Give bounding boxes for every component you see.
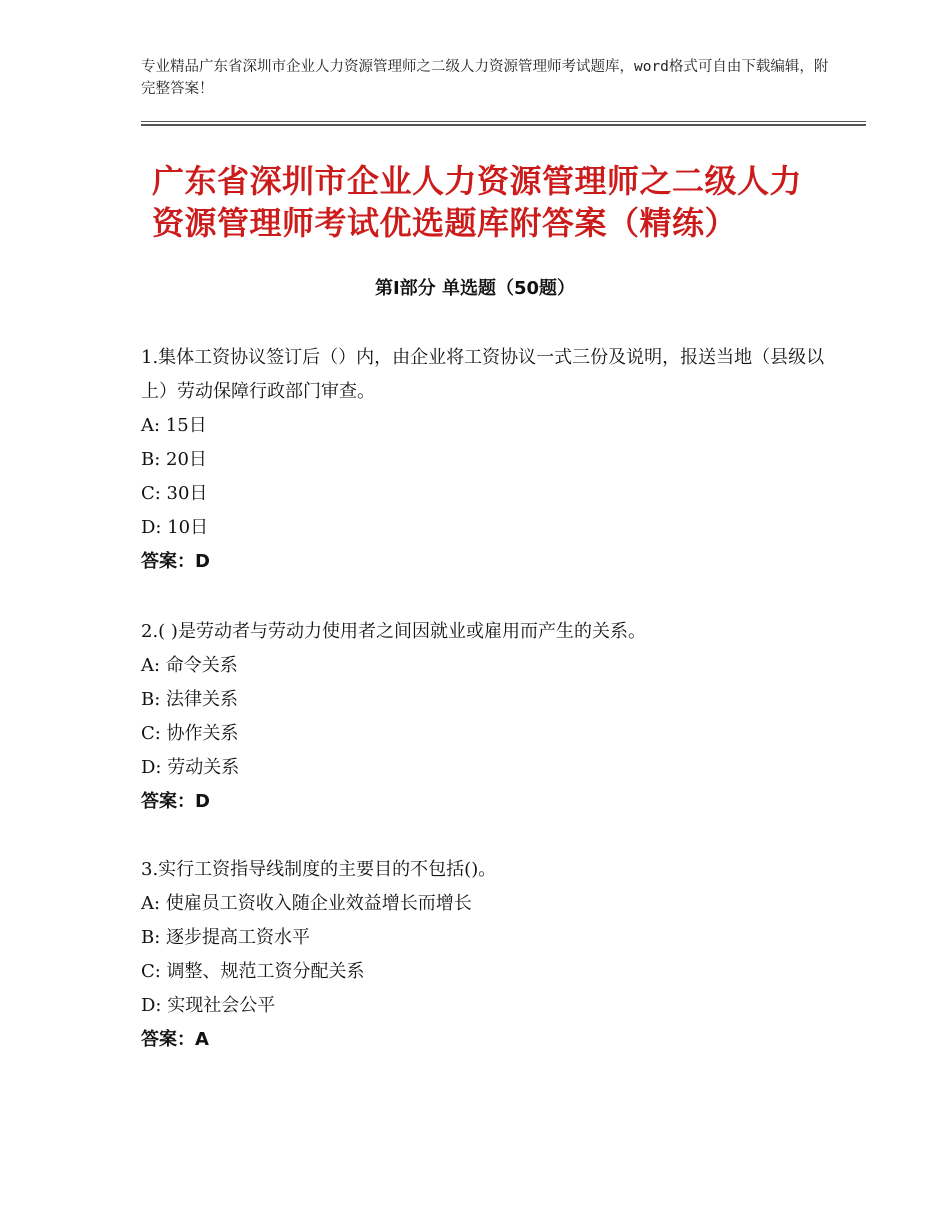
option-c: C: 协作关系 xyxy=(141,723,239,744)
option-a: A: 15日 xyxy=(141,415,207,436)
header-divider-thick xyxy=(141,124,866,126)
option-d: D: 实现社会公平 xyxy=(141,995,276,1016)
answer-line: 答案：D xyxy=(141,551,210,572)
option-d: D: 劳动关系 xyxy=(141,757,240,778)
option-a: A: 命令关系 xyxy=(141,655,238,676)
option-b: B: 法律关系 xyxy=(141,689,239,710)
question-2 xyxy=(141,615,841,819)
question-3 xyxy=(141,853,841,1057)
section-heading: 第Ⅰ部分 单选题（50题） xyxy=(374,278,575,299)
document-title: 广东省深圳市企业人力资源管理师之二级人力资源管理师考试优选题库附答案（精练） xyxy=(152,162,803,242)
question-1 xyxy=(141,341,841,579)
option-c: C: 调整、规范工资分配关系 xyxy=(141,961,365,982)
option-b: B: 逐步提高工资水平 xyxy=(141,927,311,948)
header-note: 专业精品广东省深圳市企业人力资源管理师之二级人力资源管理师考试题库，word格式可自由下载编辑，附完整答案！ xyxy=(141,59,829,97)
question-stem: 2.( )是劳动者与劳动力使用者之间因就业或雇用而产生的关系。 xyxy=(141,621,646,642)
option-d: D: 10日 xyxy=(141,517,209,538)
question-stem: 1.集体工资协议签订后（）内，由企业将工资协议一式三份及说明，报送当地（县级以上）劳动保障行政部门审查。 xyxy=(141,347,825,402)
option-b: B: 20日 xyxy=(141,449,207,470)
answer-line: 答案：D xyxy=(141,791,210,812)
question-stem: 3.实行工资指导线制度的主要目的不包括()。 xyxy=(141,859,497,880)
header-divider-thin xyxy=(141,121,866,122)
answer-line: 答案：A xyxy=(141,1029,209,1050)
option-c: C: 30日 xyxy=(141,483,208,504)
option-a: A: 使雇员工资收入随企业效益增长而增长 xyxy=(141,893,472,914)
